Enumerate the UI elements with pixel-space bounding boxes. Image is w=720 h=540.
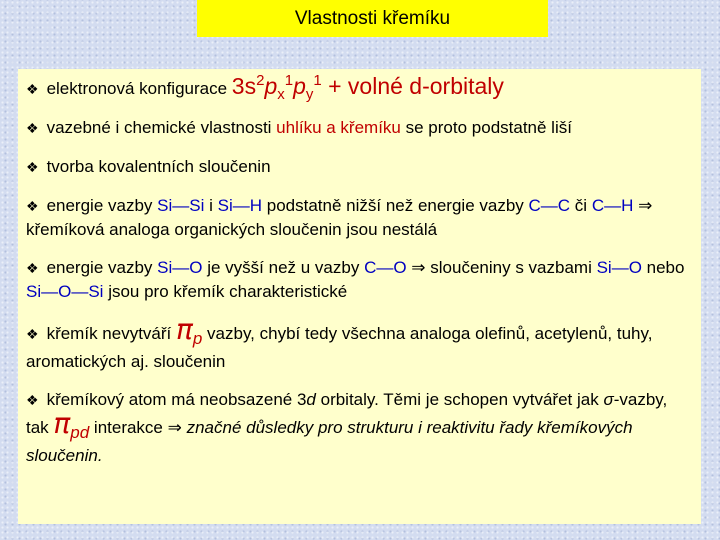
text: vazby, chybí tedy všechna analoga olefinů, acetylenů, tuhy, aromatických aj. sloučenin (26, 324, 653, 371)
text: nebo (641, 258, 685, 277)
bond-formula: C—O (364, 258, 407, 277)
implies-arrow-icon: ⇒ (167, 418, 182, 438)
bullet-binding-properties (26, 116, 691, 140)
text: se proto podstatně liší (400, 118, 572, 137)
diamond-bullet-icon: ❖ (26, 392, 39, 408)
text: je vyšší než u vazby (202, 258, 365, 277)
superscript: 2 (256, 72, 265, 89)
text: či (570, 196, 592, 215)
pi-symbol: π (53, 407, 71, 440)
text: tvorba kovalentních sloučenin (46, 157, 271, 176)
bullet-electron-configuration (26, 72, 691, 103)
bullet-3d-orbitals (26, 388, 691, 467)
superscript: 1 (313, 72, 322, 89)
bond-formula: C—H (591, 196, 634, 215)
bond-formula: C—C (528, 196, 571, 215)
subscript: x (277, 86, 285, 103)
superscript: 1 (284, 72, 294, 89)
pi-subscript: p (192, 329, 203, 348)
text: elektronová konfigurace (46, 79, 232, 98)
diamond-bullet-icon: ❖ (26, 159, 39, 175)
text: jsou pro křemík charakteristické (103, 282, 348, 301)
diamond-bullet-icon: ❖ (26, 326, 39, 342)
slide-title-text: Vlastnosti křemíku (294, 7, 451, 29)
bond-formula: Si—H (217, 196, 263, 215)
text: energie vazby (46, 196, 158, 215)
text: podstatně nižší než energie vazby (262, 196, 529, 215)
bullet-no-pi-bonds (26, 313, 691, 373)
sigma-symbol: σ (603, 390, 614, 409)
pi-subscript: pd (70, 423, 90, 442)
electron-configuration (231, 72, 504, 103)
text: orbitaly. Těmi je schopen vytvářet jak (315, 390, 604, 409)
content-box (18, 69, 701, 524)
text: 3s (231, 73, 257, 99)
text: značné důsledky pro strukturu i reaktivitu řady křemíkových sloučenin. (26, 418, 633, 465)
diamond-bullet-icon: ❖ (26, 120, 39, 136)
text: energie vazby (46, 258, 158, 277)
highlight-text: uhlíku a křemíku (276, 118, 401, 137)
diamond-bullet-icon: ❖ (26, 81, 39, 97)
bullet-covalent-compounds (26, 155, 691, 179)
implies-arrow-icon: ⇒ (411, 258, 426, 278)
diamond-bullet-icon: ❖ (26, 260, 39, 276)
text: p (264, 73, 278, 99)
bond-formula: Si—O—Si (26, 282, 104, 301)
text: křemíková analoga organických sloučenin jsou nestálá (26, 220, 438, 239)
bullet-bond-energy-si-si (26, 194, 691, 241)
bond-formula: Si—O (596, 258, 642, 277)
text: křemíkový atom má neobsazené 3 (46, 390, 307, 409)
text: + volné d-orbitaly (321, 73, 504, 99)
text: d (306, 390, 316, 409)
bullet-bond-energy-si-o (26, 256, 691, 303)
text: interakce (89, 418, 168, 437)
implies-arrow-icon: ⇒ (638, 196, 653, 216)
bond-formula: Si—O (157, 258, 203, 277)
text: p (293, 73, 306, 99)
bond-formula: Si—Si (157, 196, 205, 215)
text: sloučeniny s vazbami (425, 258, 597, 277)
text: -vazby, tak (26, 390, 668, 437)
diamond-bullet-icon: ❖ (26, 198, 39, 214)
text: vazebné i chemické vlastnosti (46, 118, 277, 137)
subscript: y (305, 86, 314, 103)
slide-title (197, 0, 548, 37)
text: i (204, 196, 218, 215)
pi-symbol: π (175, 313, 193, 346)
text: křemík nevytváří (46, 324, 176, 343)
